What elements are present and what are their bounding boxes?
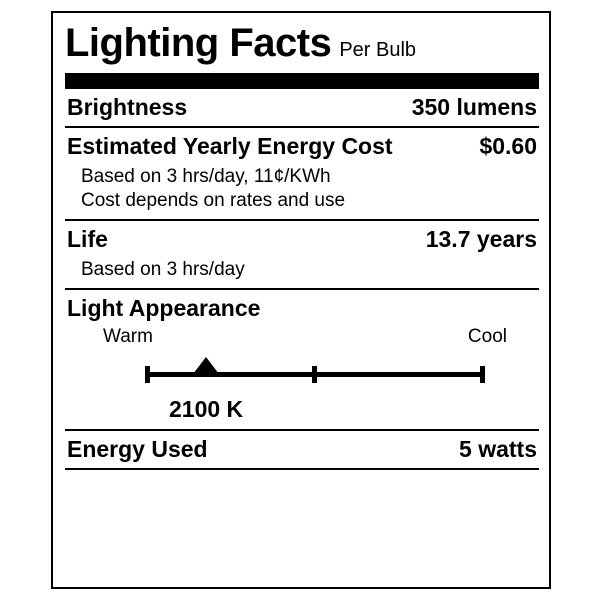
- energy-cost-label: Estimated Yearly Energy Cost: [67, 133, 393, 159]
- title-divider-bar: [65, 73, 539, 89]
- appearance-label: Light Appearance: [67, 295, 261, 321]
- appearance-scale: [63, 352, 541, 396]
- appearance-kelvin-value: 2100 K: [169, 396, 244, 422]
- label-bottom-blank-area: [63, 470, 541, 530]
- energy-used-value: 5 watts: [459, 436, 537, 462]
- appearance-tick-middle: [312, 366, 317, 383]
- life-note-1: Based on 3 hrs/day: [81, 259, 245, 280]
- life-row: [63, 221, 541, 258]
- page-subtitle: Per Bulb: [339, 39, 417, 61]
- appearance-tick-warm: [145, 366, 150, 383]
- life-label: Life: [67, 226, 108, 252]
- appearance-cool-label: Cool: [467, 326, 507, 347]
- energy-cost-note-1: Based on 3 hrs/day, 11¢/KWh: [81, 166, 331, 187]
- brightness-value: 350 lumens: [411, 94, 537, 120]
- brightness-row: [63, 89, 541, 126]
- life-value: 13.7 years: [425, 226, 537, 252]
- appearance-marker-triangle: [193, 357, 219, 374]
- appearance-warm-label: Warm: [103, 326, 153, 347]
- energy-used-row: [63, 431, 541, 468]
- label-title-row: [63, 19, 541, 67]
- lighting-facts-label: [51, 11, 551, 589]
- energy-cost-note-2: Cost depends on rates and use: [81, 190, 346, 211]
- brightness-label: Brightness: [67, 94, 188, 120]
- energy-cost-value: $0.60: [479, 133, 537, 159]
- energy-cost-row: [63, 128, 541, 165]
- page-title: Lighting Facts: [65, 21, 332, 65]
- appearance-tick-cool: [480, 366, 485, 383]
- label-inner: [63, 19, 541, 530]
- appearance-scale-endpoints: [63, 322, 541, 348]
- energy-used-label: Energy Used: [67, 436, 208, 462]
